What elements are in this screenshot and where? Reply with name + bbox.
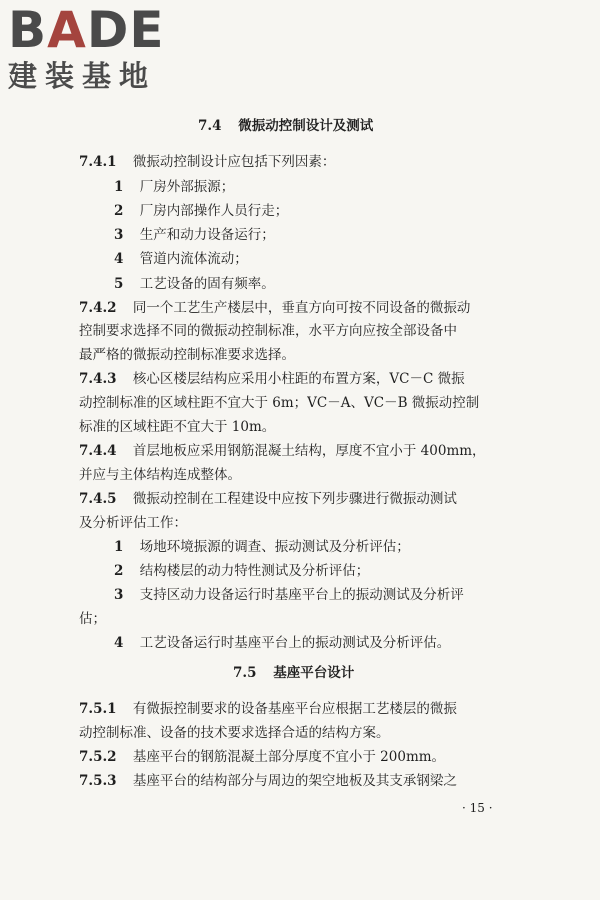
list-item xyxy=(114,275,275,293)
logo-letter-a-accent: A xyxy=(47,1,87,59)
clause-number: 7.5.1 xyxy=(79,701,117,717)
section-heading-7-5 xyxy=(233,664,354,682)
list-item xyxy=(114,250,248,268)
clause-text: 有微振控制要求的设备基座平台应根据工艺楼层的微振 xyxy=(132,701,457,717)
clause-text-line: 标准的区域柱距不宜大于 10m。 xyxy=(79,419,276,435)
list-item-number: 1 xyxy=(114,179,124,195)
clause-7-5-2 xyxy=(79,748,445,766)
list-item-number: 3 xyxy=(114,587,124,603)
list-item-number: 3 xyxy=(114,227,124,243)
clause-number: 7.4.3 xyxy=(79,371,117,387)
clause-number: 7.5.2 xyxy=(79,749,117,765)
clause-7-4-2 xyxy=(79,299,470,317)
list-item-text: 场地环境振源的调查、振动测试及分析评估； xyxy=(139,539,410,555)
clause-text-line: 动控制标准的区域柱距不宜大于 6m；VC－A、VC－B 微振动控制 xyxy=(79,395,480,411)
list-item xyxy=(114,202,288,220)
list-item xyxy=(114,562,369,580)
list-item-number: 2 xyxy=(114,563,124,579)
clause-7-4-1 xyxy=(79,153,335,171)
section-title: 微振动控制设计及测试 xyxy=(238,118,374,134)
clause-text: 同一个工艺生产楼层中，垂直方向可按不同设备的微振动 xyxy=(132,300,471,316)
clause-text: 微振动控制设计应包括下列因素： xyxy=(132,154,336,170)
list-item-text: 结构楼层的动力特性测试及分析评估； xyxy=(139,563,370,579)
clause-number: 7.5.3 xyxy=(79,773,117,789)
clause-number: 7.4.5 xyxy=(79,491,117,507)
list-item-continuation: 估； xyxy=(79,611,106,627)
clause-7-5-3 xyxy=(79,772,457,790)
clause-text: 首层地板应采用钢筋混凝土结构，厚度不宜小于 400mm， xyxy=(132,443,486,459)
list-item-text: 厂房内部操作人员行走； xyxy=(139,203,289,219)
clause-7-4-5 xyxy=(79,490,457,508)
clause-text: 微振动控制在工程建设中应按下列步骤进行微振动测试 xyxy=(132,491,457,507)
clause-text-line: 并应与主体结构连成整体。 xyxy=(79,467,241,483)
logo-chinese: 建装基地 xyxy=(8,59,157,93)
clause-text: 基座平台的钢筋混凝土部分厚度不宜小于 200mm。 xyxy=(132,749,446,765)
list-item-number: 4 xyxy=(114,251,124,267)
list-item xyxy=(114,586,464,604)
clause-text: 基座平台的结构部分与周边的架空地板及其支承钢梁之 xyxy=(132,773,457,789)
logo-wordmark xyxy=(8,1,165,59)
logo-letters-de: DE xyxy=(86,1,165,59)
section-number: 7.5 xyxy=(233,665,257,681)
clause-text-line: 动控制标准、设备的技术要求选择合适的结构方案。 xyxy=(79,725,390,741)
list-item xyxy=(114,634,450,652)
list-item xyxy=(114,178,234,196)
list-item-number: 2 xyxy=(114,203,124,219)
clause-text: 核心区楼层结构应采用小柱距的布置方案，VC－C 微振 xyxy=(132,371,465,387)
bade-logo xyxy=(8,1,165,93)
clause-7-4-3 xyxy=(79,370,465,388)
list-item-text: 支持区动力设备运行时基座平台上的振动测试及分析评 xyxy=(139,587,464,603)
clause-7-4-4 xyxy=(79,442,486,460)
list-item-number: 4 xyxy=(114,635,124,651)
list-item-number: 1 xyxy=(114,539,124,555)
clause-number: 7.4.1 xyxy=(79,154,117,170)
list-item-text: 管道内流体流动； xyxy=(139,251,248,267)
list-item-text: 工艺设备的固有频率。 xyxy=(139,276,275,292)
list-item-text: 厂房外部振源； xyxy=(139,179,235,195)
section-heading-7-4 xyxy=(198,117,373,135)
section-title: 基座平台设计 xyxy=(273,665,355,681)
clause-text-line: 及分析评估工作： xyxy=(79,515,187,531)
page-number: · 15 · xyxy=(462,801,493,815)
list-item-text: 生产和动力设备运行； xyxy=(139,227,275,243)
list-item xyxy=(114,226,275,244)
clause-text-line: 控制要求选择不同的微振动控制标准，水平方向应按全部设备中 xyxy=(79,323,457,339)
list-item-text: 工艺设备运行时基座平台上的振动测试及分析评估。 xyxy=(139,635,451,651)
clause-text-line: 最严格的微振动控制标准要求选择。 xyxy=(79,347,295,363)
clause-7-5-1 xyxy=(79,700,457,718)
list-item-number: 5 xyxy=(114,276,124,292)
logo-letter-b: B xyxy=(8,1,48,59)
clause-number: 7.4.2 xyxy=(79,300,117,316)
section-number: 7.4 xyxy=(198,118,222,134)
clause-number: 7.4.4 xyxy=(79,443,117,459)
list-item xyxy=(114,538,410,556)
